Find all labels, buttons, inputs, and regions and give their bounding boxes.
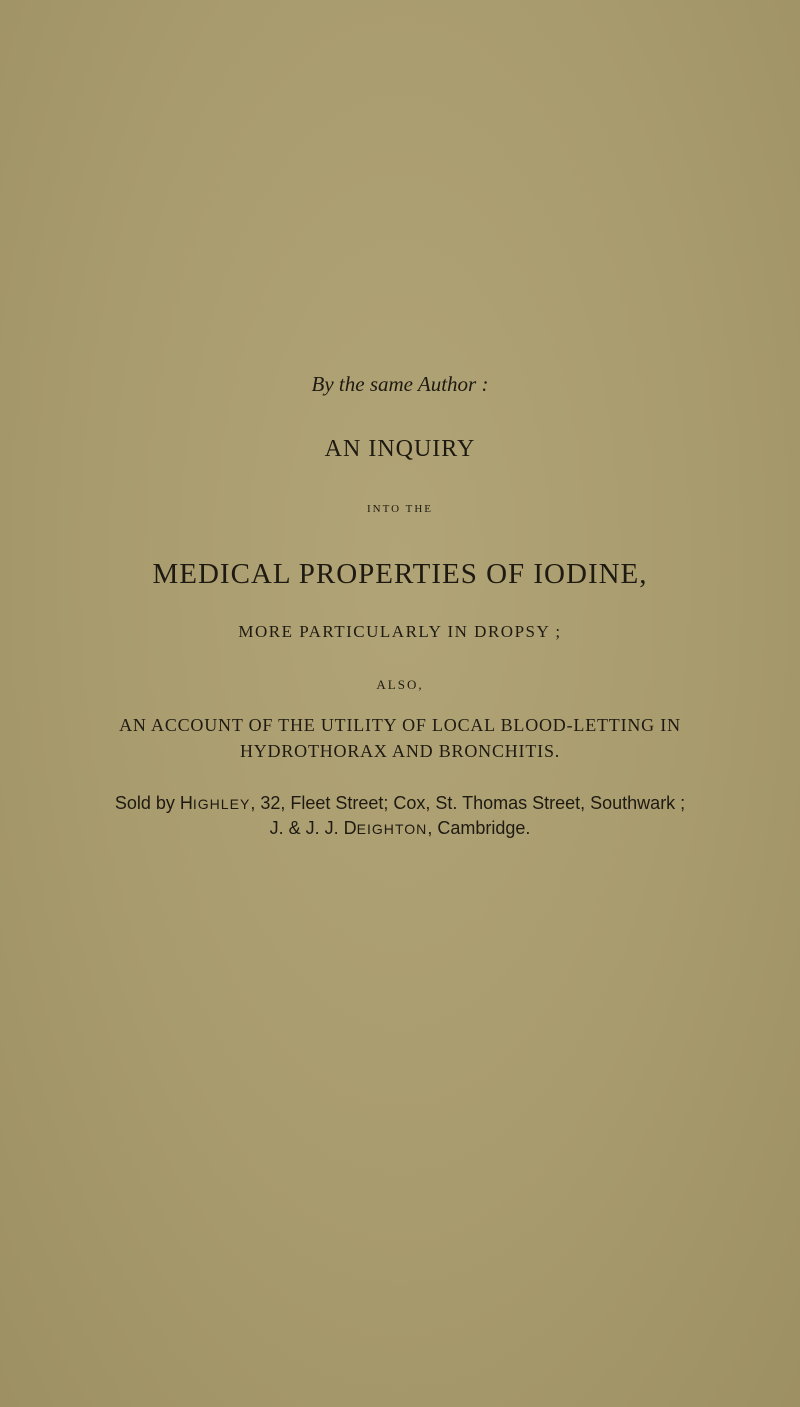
title-dropsy: MORE PARTICULARLY IN DROPSY ; — [238, 622, 562, 641]
title-an-inquiry: AN INQUIRY — [324, 436, 476, 462]
publisher-deighton-initial: D — [343, 818, 357, 838]
publisher-highley-rest: IGHLEY — [192, 796, 251, 812]
second-title-line-1: AN ACCOUNT OF THE UTILITY OF LOCAL BLOOD-LETTING IN — [119, 715, 681, 735]
publisher-deighton-rest: EIGHTON — [356, 821, 428, 837]
sold-by-line-1 — [0, 793, 800, 814]
sold-line-2-prefix: J. & J. J. — [269, 818, 344, 838]
sold-line-2-suffix: , Cambridge. — [427, 818, 531, 838]
title-medical-properties: MEDICAL PROPERTIES OF IODINE, — [152, 558, 648, 590]
sold-line-1-rest: , 32, Fleet Street; Cox, St. Thomas Street, Southwark ; — [250, 793, 686, 813]
sold-prefix: Sold by — [114, 793, 180, 813]
by-same-author-heading: By the same Author : — [311, 372, 489, 396]
title-into-the: INTO THE — [366, 503, 433, 515]
sold-by-line-2 — [0, 818, 800, 839]
publisher-highley-initial: H — [179, 793, 193, 813]
also-label: ALSO, — [376, 677, 424, 692]
second-title-line-2: HYDROTHORAX AND BRONCHITIS. — [239, 741, 561, 761]
